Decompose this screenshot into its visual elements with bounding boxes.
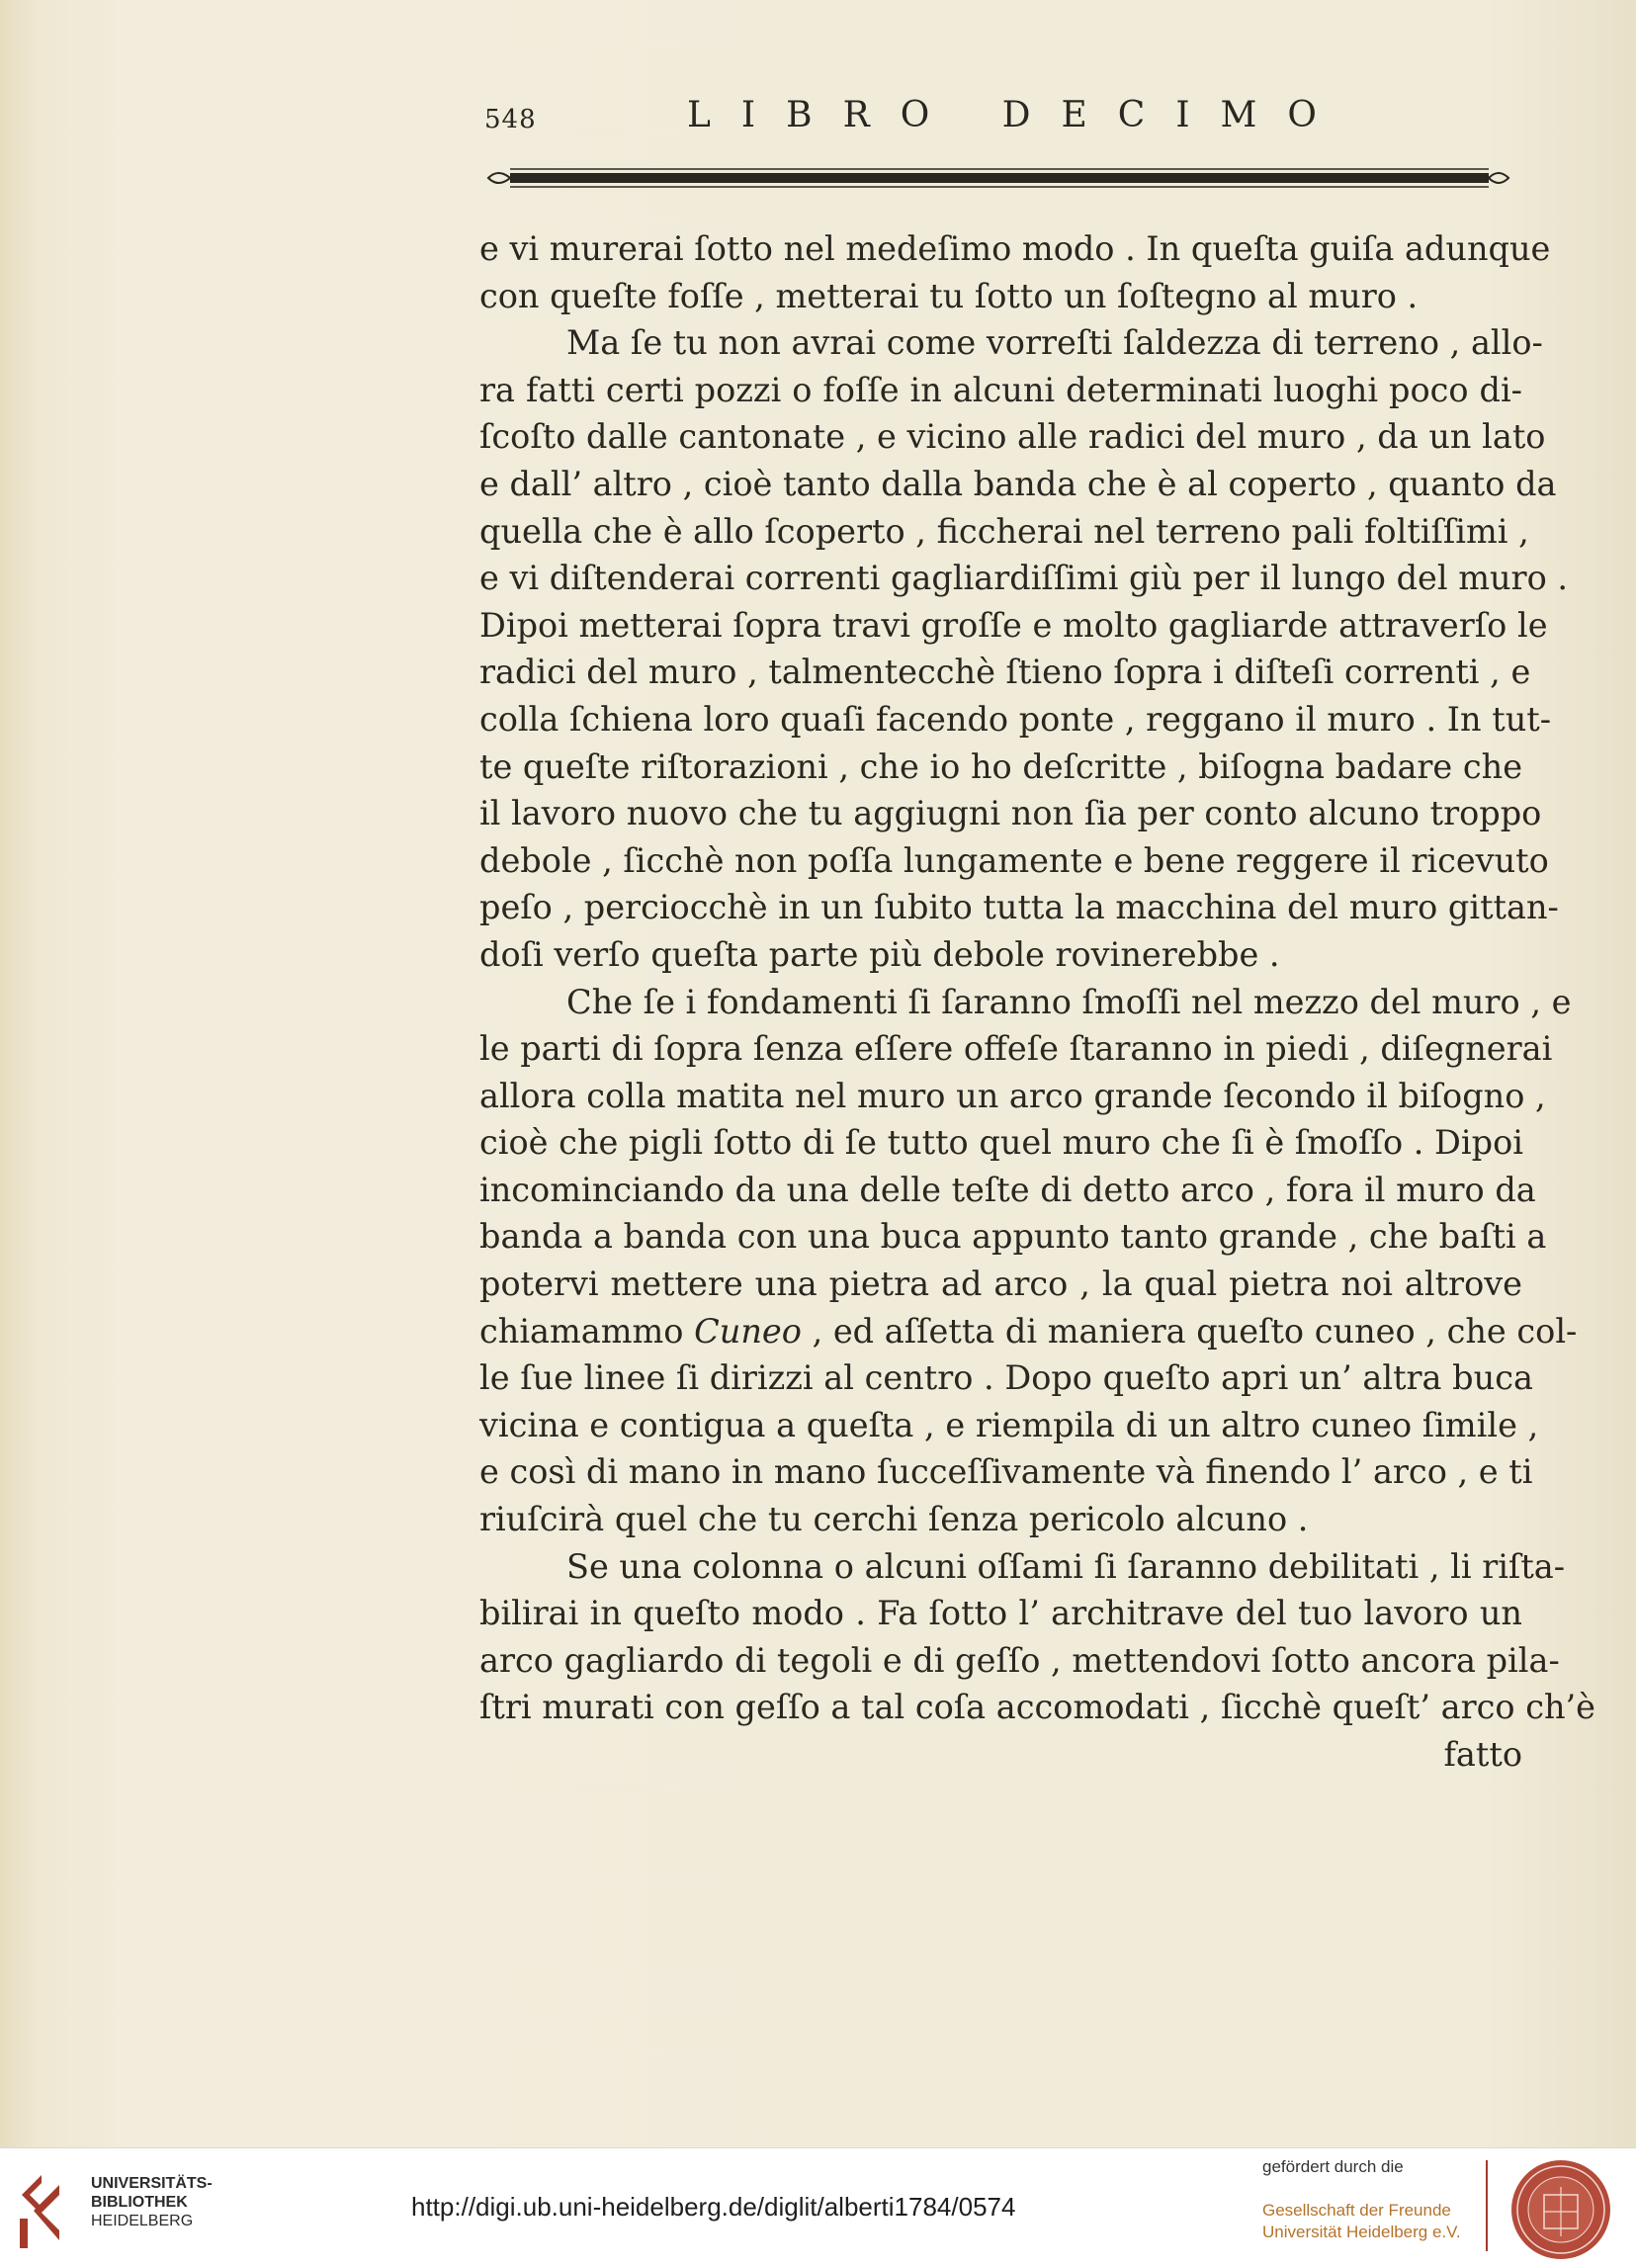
body-text (479, 225, 1596, 1779)
text-line: il lavoro nuovo che tu aggiugni non ſia per conto alcuno troppo (479, 794, 1542, 833)
library-name (91, 2174, 213, 2230)
text-line: Dipoi metterai ſopra travi groſſe e molto gagliarde attraverſo le (479, 605, 1548, 645)
text-line: e vi murerai ſotto nel medeſimo modo . In queſta guiſa adunque (479, 229, 1551, 268)
text-line: cioè che pigli ſotto di ſe tutto quel muro che ſi è ſmoſſo . Dipoi (479, 1123, 1523, 1163)
text-line: vicina e contigua a queſta , e riempila di un altro cuneo ſimile , (479, 1405, 1539, 1444)
page-number: 548 (484, 105, 537, 134)
text-fragment: chiamammo (479, 1311, 684, 1351)
text-line: radici del muro , talmentecchè ſtieno ſopra i diſteſi correnti , e (479, 653, 1531, 692)
text-line: Che ſe i fondamenti ſi ſaranno ſmoſſi nel mezzo del muro , e (566, 982, 1572, 1021)
text-line (479, 1308, 1578, 1355)
sponsor-name-line: Gesellschaft der Freunde (1262, 2201, 1451, 2220)
text-line: quella che è allo ſcoperto , ficcherai nel terreno pali foltiſſimi , (479, 511, 1529, 551)
running-title: LIBRO DECIMO (687, 95, 1347, 135)
text-line: banda a banda con una buca appunto tanto grande , che baſti a (479, 1217, 1547, 1257)
text-fragment: , ed aſſetta di maniera queſto cuneo , che col- (812, 1311, 1578, 1351)
catchword: fatto (1443, 1735, 1522, 1774)
text-line: potervi mettere una pietra ad arco , la qual pietra noi altrove (479, 1265, 1522, 1304)
text-line: te queſte riſtorazioni , che io ho deſcritte , biſogna badare che (479, 746, 1523, 786)
text-line: e dall’ altro , cioè tanto dalla banda che è al coperto , quanto da (479, 464, 1557, 503)
italic-term: Cuneo (694, 1311, 802, 1351)
text-line: incominciando da una delle teſte di detto arco , fora il muro da (479, 1170, 1536, 1209)
text-line: peſo , perciocchè in un ſubito tutta la macchina del muro gittan- (479, 888, 1559, 927)
text-line: le ſue linee ſi dirizzi al centro . Dopo queſto apri un’ altra buca (479, 1358, 1533, 1398)
text-line: e così di mano in mano ſucceſſivamente và finendo l’ arco , e ti (479, 1452, 1533, 1492)
page-header (474, 87, 1512, 136)
text-line: ra fatti certi pozzi o foſſe in alcuni determinati luoghi poco di- (479, 370, 1522, 409)
text-line: allora colla matita nel muro un arco grande ſecondo il biſogno , (479, 1076, 1546, 1115)
university-seal-icon (1508, 2157, 1613, 2262)
library-name-line: UNIVERSITÄTS- (91, 2175, 213, 2192)
text-line: riuſcirà quel che tu cerchi ſenza pericolo alcuno . (479, 1500, 1309, 1539)
text-line: doſi verſo queſta parte più debole rovinerebbe . (479, 934, 1280, 974)
sponsor-name (1262, 2200, 1461, 2243)
ornamental-rule (484, 166, 1512, 190)
text-line: colla ſchiena loro quaſi facendo ponte , reggano il muro . In tut- (479, 699, 1552, 739)
sponsor-name-line: Universität Heidelberg e.V. (1262, 2223, 1461, 2241)
text-line: Ma ſe tu non avrai come vorreſti ſaldezza di terreno , allo- (566, 323, 1543, 363)
text-line: le parti di ſopra ſenza eſſere offeſe ſtaranno in piedi , diſegnerai (479, 1029, 1553, 1069)
text-line: arco gagliardo di tegoli e di geſſo , mettendovi ſotto ancora pila- (479, 1640, 1560, 1680)
sponsor-divider (1486, 2160, 1488, 2251)
text-line: ſtri murati con geſſo a tal coſa accomodati , ſicchè queſt’ arco ch’è (479, 1688, 1596, 1727)
permalink-url[interactable]: http://digi.ub.uni-heidelberg.de/diglit/alberti1784/0574 (411, 2192, 1016, 2222)
library-name-line: BIBLIOTHEK (91, 2194, 188, 2211)
text-line: debole , ſicchè non poſſa lungamente e bene reggere il ricevuto (479, 840, 1549, 880)
library-name-line: HEIDELBERG (91, 2213, 194, 2229)
text-line: Se una colonna o alcuni oſſami ſi ſaranno debilitati , li riſta- (566, 1546, 1566, 1586)
sponsor-label: gefördert durch die (1262, 2157, 1404, 2176)
text-line: ſcoſto dalle cantonate , e vicino alle radici del muro , da un lato (479, 417, 1546, 457)
text-line: con queſte foſſe , metterai tu ſotto un ſoſtegno al muro . (479, 276, 1419, 315)
library-logo-icon (16, 2165, 85, 2252)
text-line: e vi diſtenderai correnti gagliardiſſimi giù per il lungo del muro . (479, 559, 1569, 598)
text-line: bilirai in queſto modo . Fa ſotto l’ architrave del tuo lavoro un (479, 1594, 1522, 1633)
